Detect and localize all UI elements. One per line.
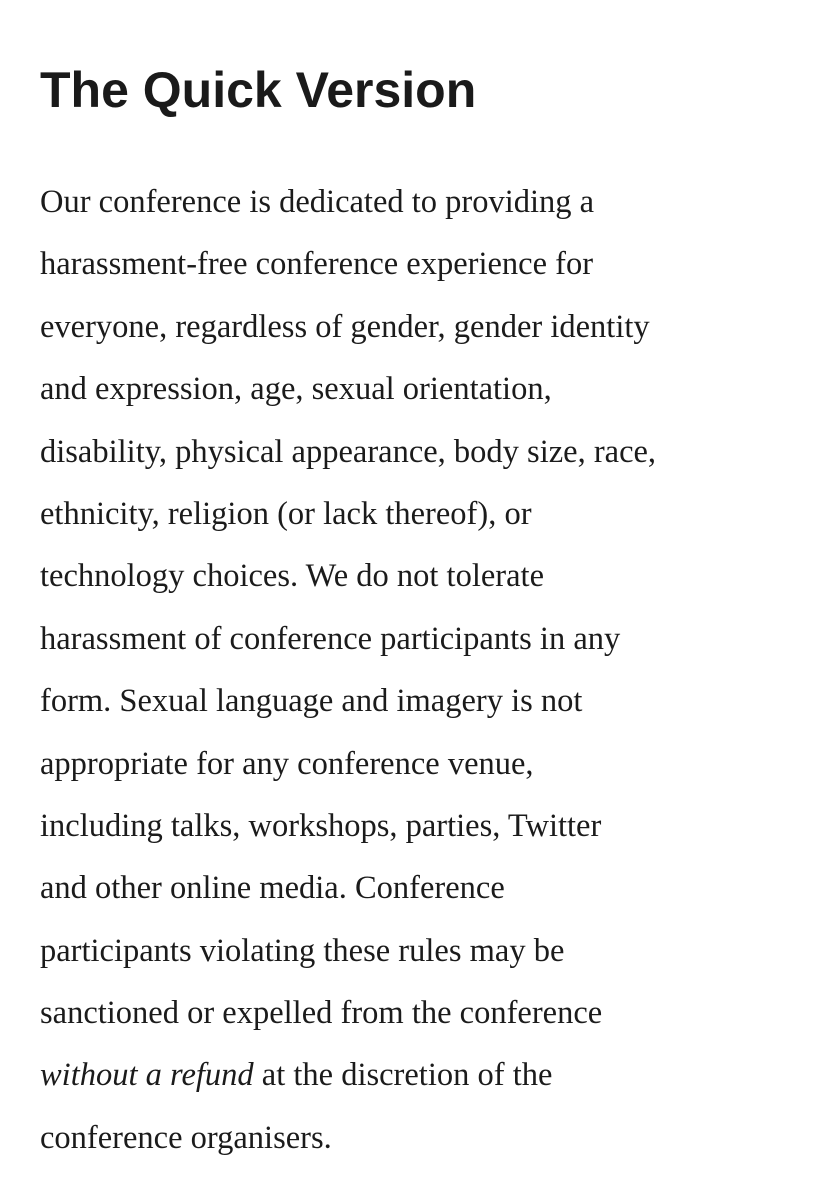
paragraph-line: appropriate for any conference venue, xyxy=(40,745,534,782)
paragraph-line: and other online media. Conference xyxy=(40,870,505,907)
paragraph-line: sanctioned or expelled from the conference xyxy=(40,995,603,1032)
paragraph-line: participants violating these rules may be xyxy=(40,932,565,969)
paragraph-line: technology choices. We do not tolerate xyxy=(40,558,544,595)
page-title: The Quick Version xyxy=(40,62,477,118)
paragraph-line: and expression, age, sexual orientation, xyxy=(40,371,552,408)
paragraph-line: everyone, regardless of gender, gender identity xyxy=(40,308,650,345)
paragraph-line: form. Sexual language and imagery is not xyxy=(40,683,583,720)
paragraph-line: including talks, workshops, parties, Twitter xyxy=(40,807,602,844)
paragraph-line: harassment-free conference experience for xyxy=(40,246,594,283)
paragraph-line: Our conference is dedicated to providing a xyxy=(40,184,595,220)
paragraph-line: conference organisers. xyxy=(40,1119,332,1156)
policy-paragraph xyxy=(40,171,820,1169)
paragraph-line-emphasis xyxy=(40,1044,820,1106)
emphasis-tail-text: at the discretion of the xyxy=(253,1057,553,1094)
paragraph-line: ethnicity, religion (or lack thereof), or xyxy=(40,495,532,532)
paragraph-line: harassment of conference participants in any xyxy=(40,620,621,657)
emphasis-text: without a refund xyxy=(40,1057,254,1094)
paragraph-line: disability, physical appearance, body size, race, xyxy=(40,433,657,470)
